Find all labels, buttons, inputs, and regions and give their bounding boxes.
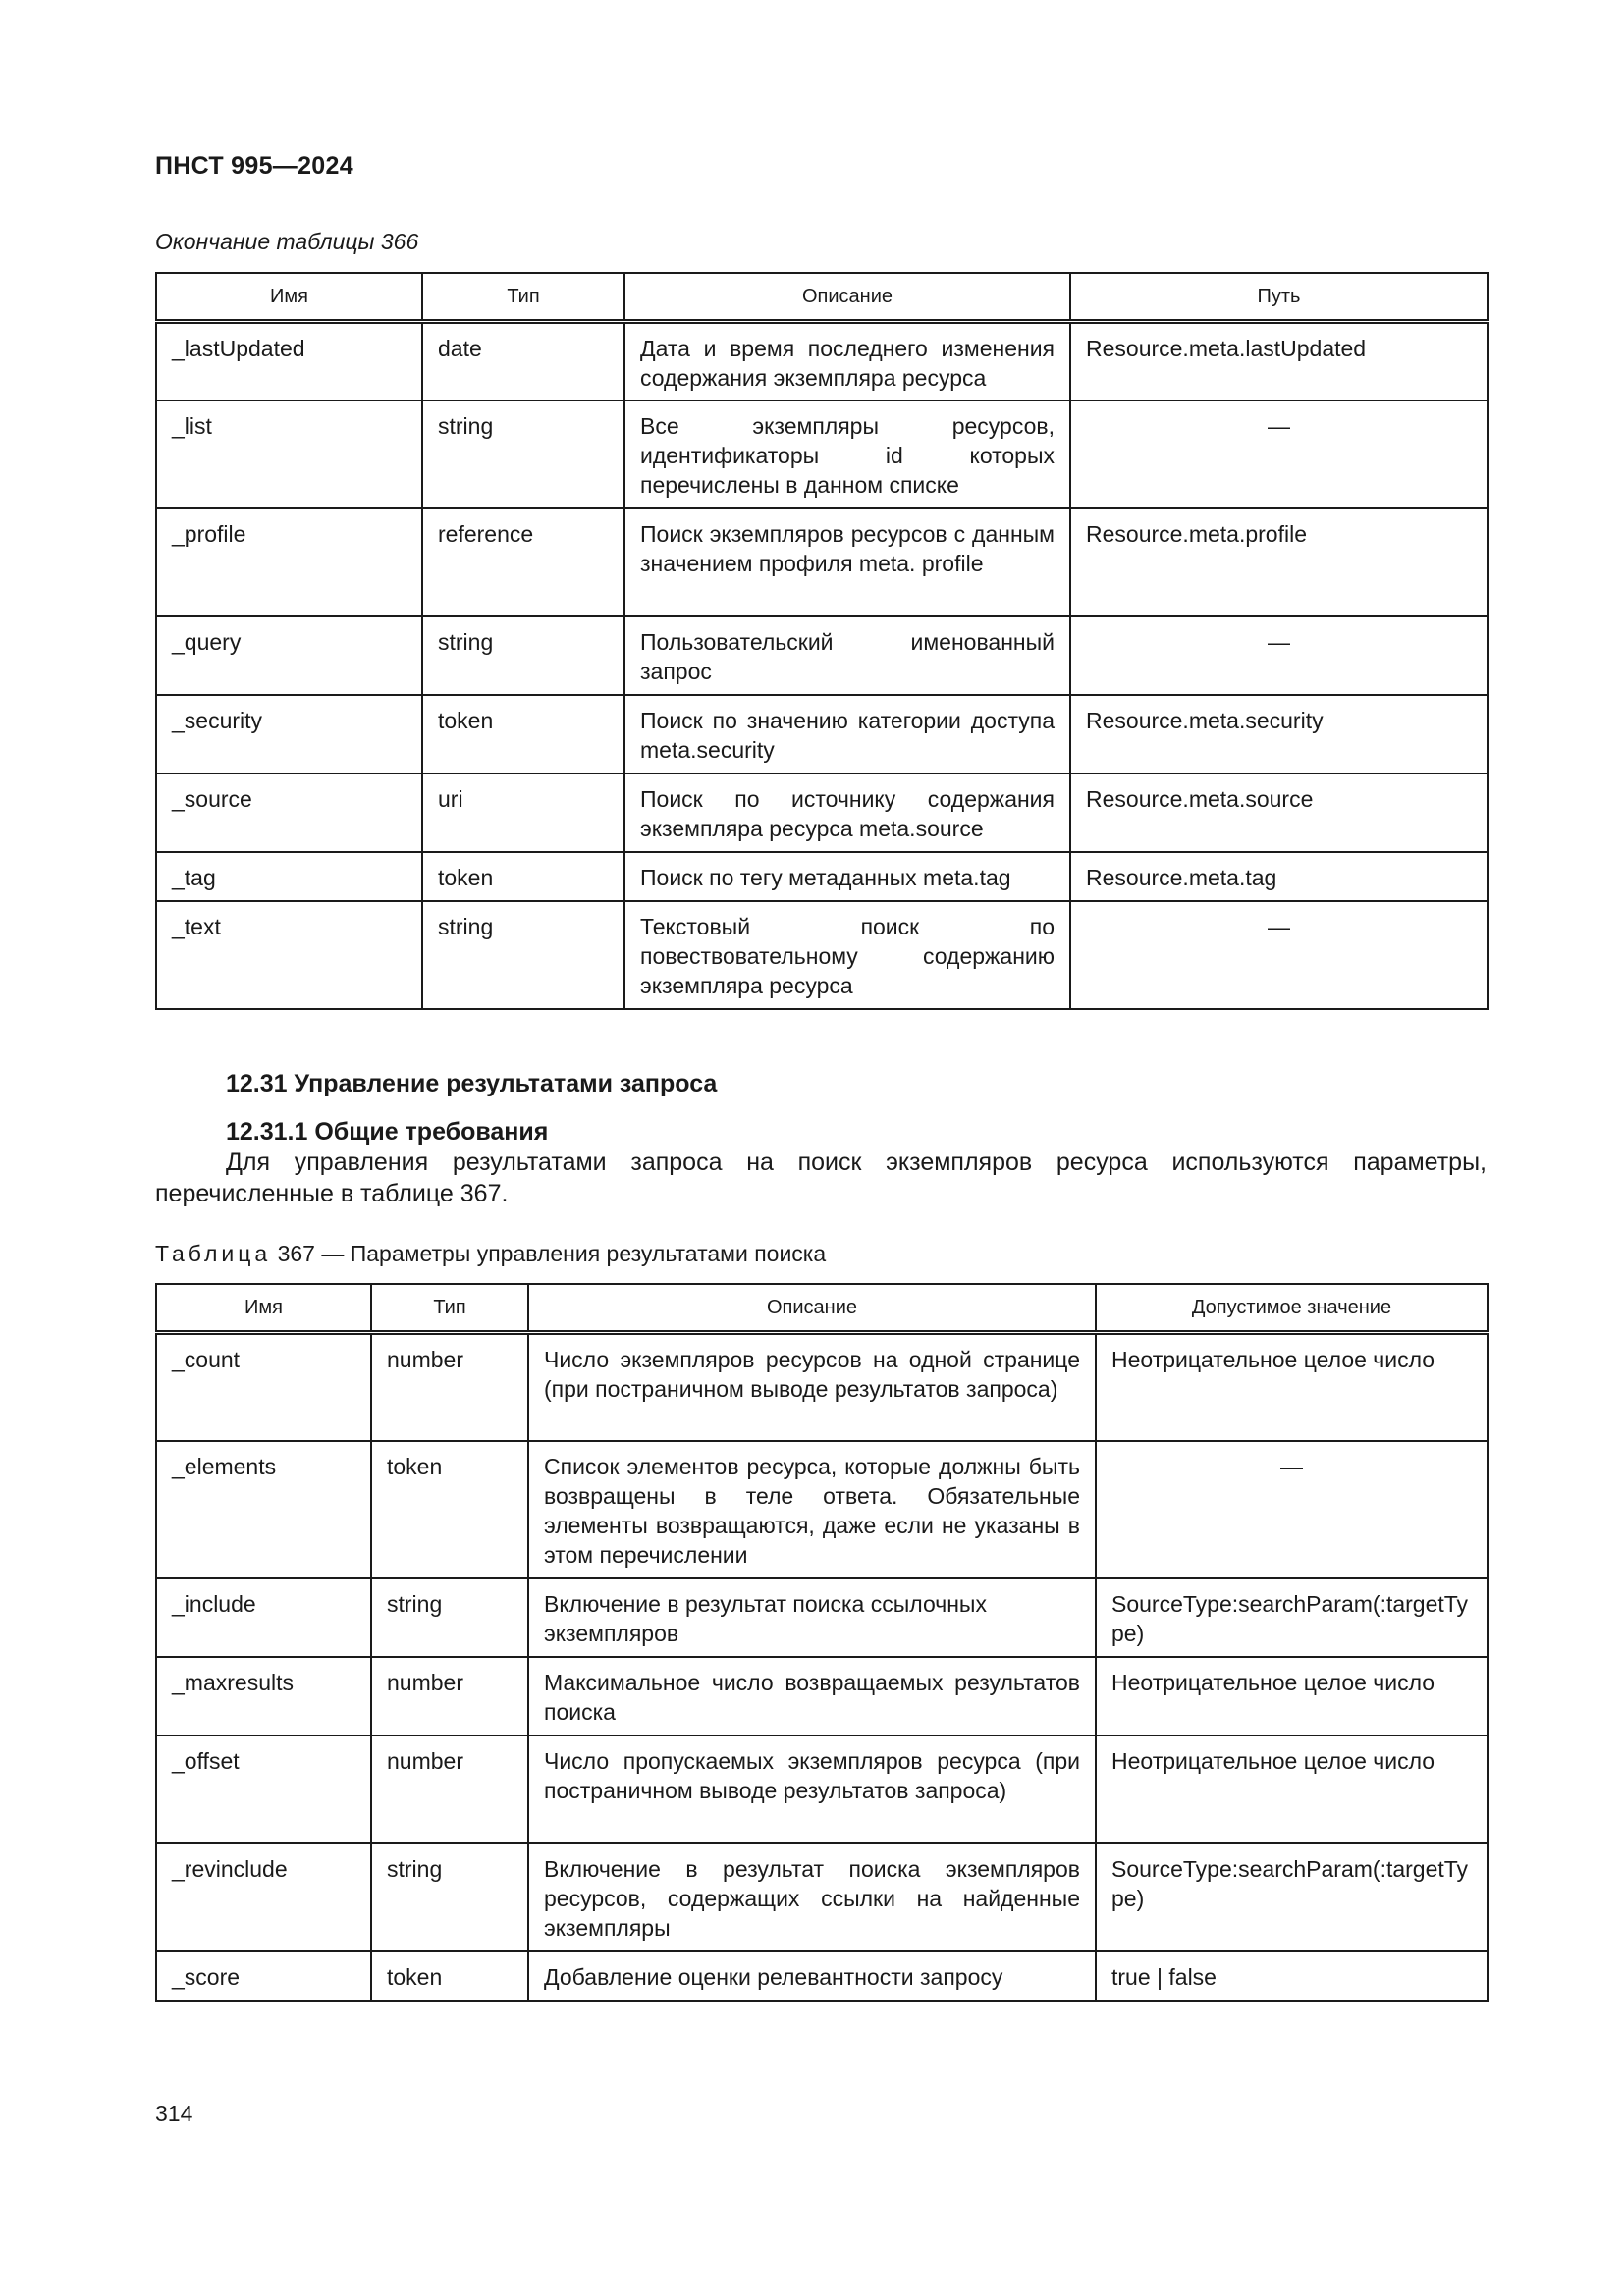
param-name: _maxresults [156, 1657, 371, 1735]
table-header-row [156, 1284, 1488, 1333]
table-header-row [156, 273, 1488, 322]
param-name: _source [156, 774, 422, 852]
param-type: token [422, 695, 624, 774]
param-allowed-value: Неотрицательное целое число [1096, 1735, 1488, 1843]
page-number: 314 [155, 2101, 193, 2126]
param-name: _profile [156, 508, 422, 616]
param-type: date [422, 322, 624, 400]
document-header: ПНСТ 995—2024 [155, 152, 353, 180]
table-366 [155, 272, 1489, 1010]
table-row [156, 400, 1488, 508]
param-name: _revinclude [156, 1843, 371, 1951]
param-path: Resource.meta.profile [1070, 508, 1488, 616]
table-row [156, 1735, 1488, 1843]
table-row [156, 1657, 1488, 1735]
table-row [156, 1951, 1488, 2001]
param-name: _security [156, 695, 422, 774]
param-type: token [422, 852, 624, 901]
param-description: Поиск экземпляров ресурсов с данным значением профиля meta. profile [624, 508, 1070, 616]
column-header: Тип [371, 1284, 528, 1333]
body-paragraph: Для управления результатами запроса на поиск экземпляров ресурса используются параметры, перечисленные в таблице 367. [155, 1148, 1487, 1207]
param-description: Включение в результат поиска ссылочных экземпляров [528, 1578, 1096, 1657]
table-row [156, 322, 1488, 400]
param-name: _tag [156, 852, 422, 901]
param-name: _score [156, 1951, 371, 2001]
column-header: Имя [156, 273, 422, 322]
param-name: _include [156, 1578, 371, 1657]
param-name: _offset [156, 1735, 371, 1843]
column-header: Путь [1070, 273, 1488, 322]
param-description: Добавление оценки релевантности запросу [528, 1951, 1096, 2001]
param-description: Список элементов ресурса, которые должны быть возвращены в теле ответа. Обязательные элементы возвращаются, даже если не указаны в этом перечислении [528, 1441, 1096, 1578]
param-allowed-value: true | false [1096, 1951, 1488, 2001]
param-description: Включение в результат поиска экземпляров ресурсов, содержащих ссылки на найденные экземпляры [528, 1843, 1096, 1951]
param-path: Resource.meta.lastUpdated [1070, 322, 1488, 400]
param-name: _text [156, 901, 422, 1009]
param-description: Все экземпляры ресурсов, идентификаторы id которых перечислены в данном списке [624, 400, 1070, 508]
param-allowed-value: SourceType:searchParam(:targetType) [1096, 1578, 1488, 1657]
param-description: Поиск по источнику содержания экземпляра ресурса meta.source [624, 774, 1070, 852]
param-type: number [371, 1333, 528, 1441]
param-path: — [1070, 901, 1488, 1009]
param-allowed-value: — [1096, 1441, 1488, 1578]
param-description: Текстовый поиск по повествовательному содержанию экземпляра ресурса [624, 901, 1070, 1009]
param-path: — [1070, 400, 1488, 508]
param-allowed-value: Неотрицательное целое число [1096, 1657, 1488, 1735]
param-name: _elements [156, 1441, 371, 1578]
table-row [156, 1578, 1488, 1657]
param-allowed-value: SourceType:searchParam(:targetType) [1096, 1843, 1488, 1951]
table-367-caption [155, 1241, 826, 1267]
column-header: Описание [624, 273, 1070, 322]
subsection-title: 12.31.1 Общие требования [226, 1118, 549, 1146]
param-name: _list [156, 400, 422, 508]
table-row [156, 901, 1488, 1009]
param-type: reference [422, 508, 624, 616]
table-row [156, 852, 1488, 901]
table-row [156, 616, 1488, 695]
table-366-caption: Окончание таблицы 366 [155, 229, 419, 254]
param-type: number [371, 1657, 528, 1735]
table-row [156, 1333, 1488, 1441]
param-description: Пользовательский именованный запрос [624, 616, 1070, 695]
table-caption-label: Таблица [155, 1241, 272, 1266]
param-description: Дата и время последнего изменения содержания экземпляра ресурса [624, 322, 1070, 400]
param-path: Resource.meta.security [1070, 695, 1488, 774]
param-type: string [422, 901, 624, 1009]
column-header: Тип [422, 273, 624, 322]
param-type: token [371, 1951, 528, 2001]
param-description: Поиск по тегу метаданных meta.tag [624, 852, 1070, 901]
table-row [156, 1441, 1488, 1578]
param-path: Resource.meta.source [1070, 774, 1488, 852]
param-name: _count [156, 1333, 371, 1441]
param-type: uri [422, 774, 624, 852]
param-type: string [371, 1578, 528, 1657]
param-description: Поиск по значению категории доступа meta.security [624, 695, 1070, 774]
param-type: number [371, 1735, 528, 1843]
param-type: string [422, 400, 624, 508]
column-header: Имя [156, 1284, 371, 1333]
param-path: — [1070, 616, 1488, 695]
table-367 [155, 1283, 1489, 2002]
param-type: string [371, 1843, 528, 1951]
table-row [156, 508, 1488, 616]
column-header: Описание [528, 1284, 1096, 1333]
param-description: Число пропускаемых экземпляров ресурса (при постраничном выводе результатов запроса) [528, 1735, 1096, 1843]
param-description: Число экземпляров ресурсов на одной странице (при постраничном выводе результатов запроса) [528, 1333, 1096, 1441]
param-type: token [371, 1441, 528, 1578]
table-row [156, 695, 1488, 774]
param-type: string [422, 616, 624, 695]
section-title: 12.31 Управление результатами запроса [226, 1070, 718, 1097]
table-row [156, 1843, 1488, 1951]
param-name: _query [156, 616, 422, 695]
table-row [156, 774, 1488, 852]
param-name: _lastUpdated [156, 322, 422, 400]
param-description: Максимальное число возвращаемых результатов поиска [528, 1657, 1096, 1735]
table-caption-text: 367 — Параметры управления результатами поиска [271, 1241, 827, 1266]
column-header: Допустимое значение [1096, 1284, 1488, 1333]
param-path: Resource.meta.tag [1070, 852, 1488, 901]
param-allowed-value: Неотрицательное целое число [1096, 1333, 1488, 1441]
